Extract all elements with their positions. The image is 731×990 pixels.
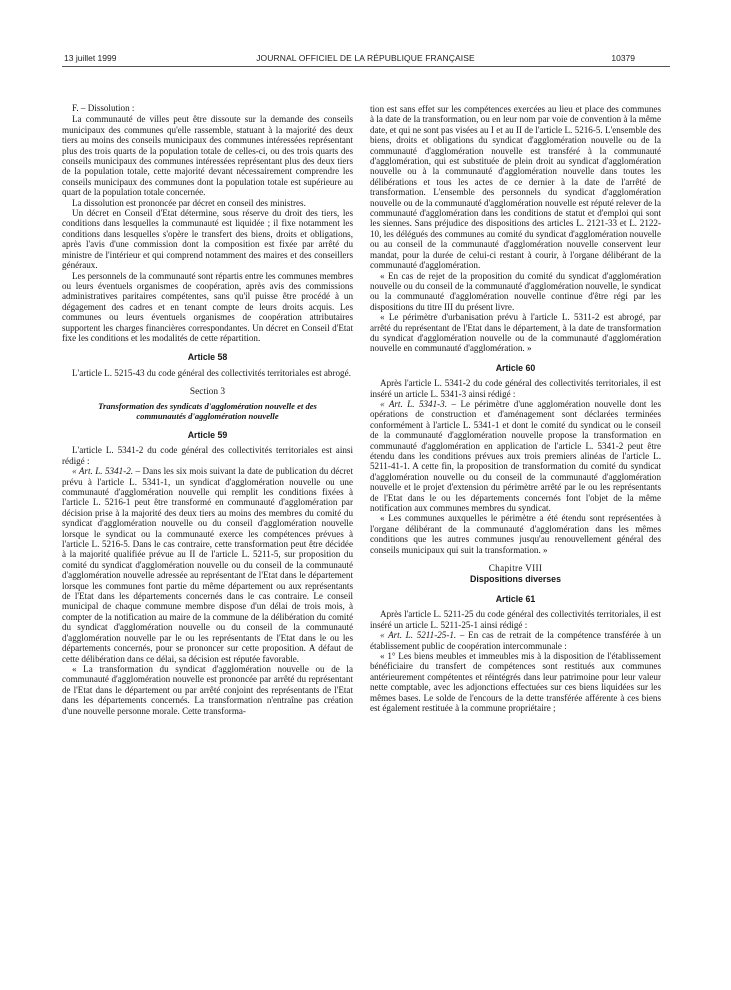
- article-60-heading: Article 60: [495, 362, 536, 373]
- paragraph: [370, 630, 661, 651]
- paragraph: La communauté de villes peut être dissoute sur la demande des conseils municipaux des communes qu'elle rassemble, statuant à la majorité des deux tiers au moins des conseils municipaux des communes intéressées représentant plus des trois quarts de la population totale de celles-ci, ou des trois quarts des conseils municipaux des communes intéressées représentant plus des deux tiers de la population totale, cette majorité devant nécessairement comprendre les conseils municipaux des communes dont la population totale est supérieure au quart de la population totale concernée.: [62, 114, 353, 198]
- article-61-heading: Article 61: [495, 593, 536, 604]
- paragraph: Après l'article L. 5211-25 du code général des collectivités territoriales, il est inséré un article L. 5211-25-1 ainsi rédigé :: [370, 609, 661, 630]
- left-column: [62, 103, 353, 716]
- article-58-heading: Article 58: [187, 352, 228, 363]
- chapter-title: Dispositions diverses: [470, 574, 561, 585]
- article-reference: « Art. L. 5211-25-1.: [380, 630, 457, 641]
- paragraph: [370, 399, 661, 513]
- paragraph: L'article L. 5215-43 du code général des collectivités territoriales est abrogé.: [72, 367, 351, 378]
- journal-title: JOURNAL OFFICIEL DE LA RÉPUBLIQUE FRANÇAISE: [256, 53, 475, 63]
- paragraph-text: – En cas de retrait de la compétence transférée à un établissement public de coopération intercommunale :: [370, 630, 661, 651]
- article-reference: « Art. L. 5341-2.: [72, 466, 134, 477]
- paragraph: L'article L. 5341-2 du code général des collectivités territoriales est ainsi rédigé :: [62, 445, 353, 466]
- right-column: [370, 104, 661, 713]
- paragraph: « La transformation du syndicat d'agglomération nouvelle ou de la communauté d'agglomération nouvelle est prononcée par arrêté du représentant de l'Etat dans le département ou par arrêté conjoint des représentants de l'Etat dans les départements concernés. La transformation n'entraîne pas création d'une nouvelle personne morale. Cette transforma-: [62, 663, 353, 716]
- chapter-label: Chapitre VIII: [488, 563, 543, 574]
- paragraph-text: – Le périmètre d'une agglomération nouvelle dont les opérations de construction et d'aménagement sont déclarées terminées conformément à l'article L. 5341-1 et dont le comité du syndicat ou le conseil de la communauté d'agglomération nouvelle propose la transformation en communauté d'agglomération en application de l'article L. 5341-2 peut être étendu dans les conditions prévues aux trois premiers alinéas de l'article L. 5211-41-1. A cette fin, la proposition de transformation du comité du syndicat d'agglomération nouvelle ou du conseil de la communauté d'agglomération nouvelle et le projet d'extension du périmètre arrêté par le ou les représentants de l'Etat dans le ou les départements concernés font l'objet de la même notification aux communes membres du syndicat.: [370, 398, 661, 514]
- header-rule: [62, 66, 670, 67]
- paragraph: La dissolution est prononcée par décret en conseil des ministres.: [72, 197, 306, 208]
- paragraph: « En cas de rejet de la proposition du comité du syndicat d'agglomération nouvelle ou du conseil de la communauté d'agglomération nouvelle, le syndicat ou la communauté d'agglomération nouvelle continue d'être régi par les dispositions du titre III du présent livre.: [370, 270, 661, 312]
- section-title: Transformation des syndicats d'agglomération nouvelle et des communautés d'agglomération nouvelle: [98, 400, 317, 421]
- subsection-heading: F. – Dissolution :: [72, 103, 135, 113]
- paragraph: [62, 466, 353, 664]
- paragraph: tion est sans effet sur les compétences exercées au lieu et place des communes à la date de la transformation, ou en leur nom par voie de convention à la même date, et qui ne sont pas visées au I et au II de l'article L. 5216-5. L'ensemble des biens, droits et obligations du syndicat d'agglomération nouvelle ou de la communauté d'agglomération nouvelle est transféré à la communauté d'agglomération, qui est substituée de plein droit au syndicat d'agglomération nouvelle ou à la communauté d'agglomération nouvelle dans toutes les délibérations et tous les actes de ce dernier à la date de l'arrêté de transformation. L'ensemble des personnels du syndicat d'agglomération nouvelle ou de la communauté d'agglomération nouvelle est réputé relever de la communauté d'agglomération dans les conditions de statut et d'emploi qui sont les siennes. Sans préjudice des dispositions des articles L. 2121-33 et L. 2122-10, les délégués des communes au comité du syndicat d'agglomération nouvelle ou au conseil de la communauté d'agglomération nouvelle conservent leur mandat, pour la durée de celui-ci restant à courir, à l'organe délibérant de la communauté d'agglomération.: [370, 104, 661, 271]
- paragraph: « Les communes auxquelles le périmètre a été étendu sont représentées à l'organe délibérant de la communauté d'agglomération dans les mêmes conditions que les autres communes jusqu'au renouvellement général des conseils municipaux qui suit la transformation. »: [370, 513, 661, 555]
- issue-date: 13 juillet 1999: [64, 53, 117, 63]
- paragraph: Les personnels de la communauté sont répartis entre les communes membres ou leurs éventuels organismes de coopération, après avis des commissions administratives paritaires compétentes, sans qu'il puisse être procédé à un dégagement des cadres et en tenant compte de leurs droits acquis. Les communes ou leurs éventuels organismes de coopération attributaires supportent les charges financières correspondantes. Un décret en Conseil d'Etat fixe les conditions et les modalités de cette répartition.: [62, 270, 353, 343]
- paragraph: Un décret en Conseil d'Etat détermine, sous réserve du droit des tiers, les conditions dans lesquelles la communauté est liquidée ; il fixe notamment les conditions dans lesquelles s'opère le transfert des biens, droits et obligations, après l'avis d'une commission dont la composition est fixée par arrêté du ministre de l'intérieur et qui comprend notamment des maires et des conseillers généraux.: [62, 208, 353, 271]
- section-label: Section 3: [189, 387, 226, 398]
- paragraph-text: – Dans les six mois suivant la date de publication du décret prévu à l'article L. 5341-1, un syndicat d'agglomération nouvelle ou une communauté d'agglomération nouvelle qui remplit les conditions fixées à l'article L. 5216-1 peut être transformé en communauté d'agglomération par décision prise à la majorité des deux tiers au moins des membres du comité du syndicat d'agglomération nouvelle ou du conseil d'agglomération nouvelle lorsque le syndicat ou la communauté exerce les compétences prévues à l'article L. 5216-5. Dans le cas contraire, cette transformation peut être décidée à la majorité qualifiée prévue au II de l'article L. 5211-5, sur proposition du comité du syndicat d'agglomération nouvelle ou du conseil de la communauté d'agglomération nouvelle adressée au représentant de l'Etat dans le département lorsque les communes font partie du même département ou aux représentants de l'Etat dans les départements concernés dans le cas contraire. Le conseil municipal de chaque commune membre dispose d'un délai de trois mois, à compter de la notification au maire de la commune de la délibération du comité du syndicat d'agglomération nouvelle ou du conseil de la communauté d'agglomération nouvelle par le ou les représentants de l'Etat dans le ou les départements concernés, pour se prononcer sur cette proposition. A défaut de cette délibération dans ce délai, sa décision est réputée favorable.: [62, 466, 353, 664]
- article-59-heading: Article 59: [187, 429, 228, 440]
- paragraph: « 1° Les biens meubles et immeubles mis à la disposition de l'établissement bénéficiaire du transfert de compétences sont restitués aux communes antérieurement compétentes et réintégrés dans leur patrimoine pour leur valeur nette comptable, avec les adjonctions effectuées sur ces biens liquidées sur les mêmes bases. Le solde de l'encours de la dette transférée afférente à ces biens est également restituée à la commune propriétaire ;: [370, 650, 661, 713]
- page-number: 10379: [611, 53, 635, 63]
- paragraph: Après l'article L. 5341-2 du code général des collectivités territoriales, il est inséré un article L. 5341-3 ainsi rédigé :: [370, 378, 661, 399]
- article-reference: « Art. L. 5341-3.: [380, 398, 447, 409]
- paragraph: « Le périmètre d'urbanisation prévu à l'article L. 5311-2 est abrogé, par arrêté du représentant de l'Etat dans le département, à la date de transformation du syndicat d'agglomération nouvelle ou de la communauté d'agglomération nouvelle en communauté d'agglomération. »: [370, 312, 661, 354]
